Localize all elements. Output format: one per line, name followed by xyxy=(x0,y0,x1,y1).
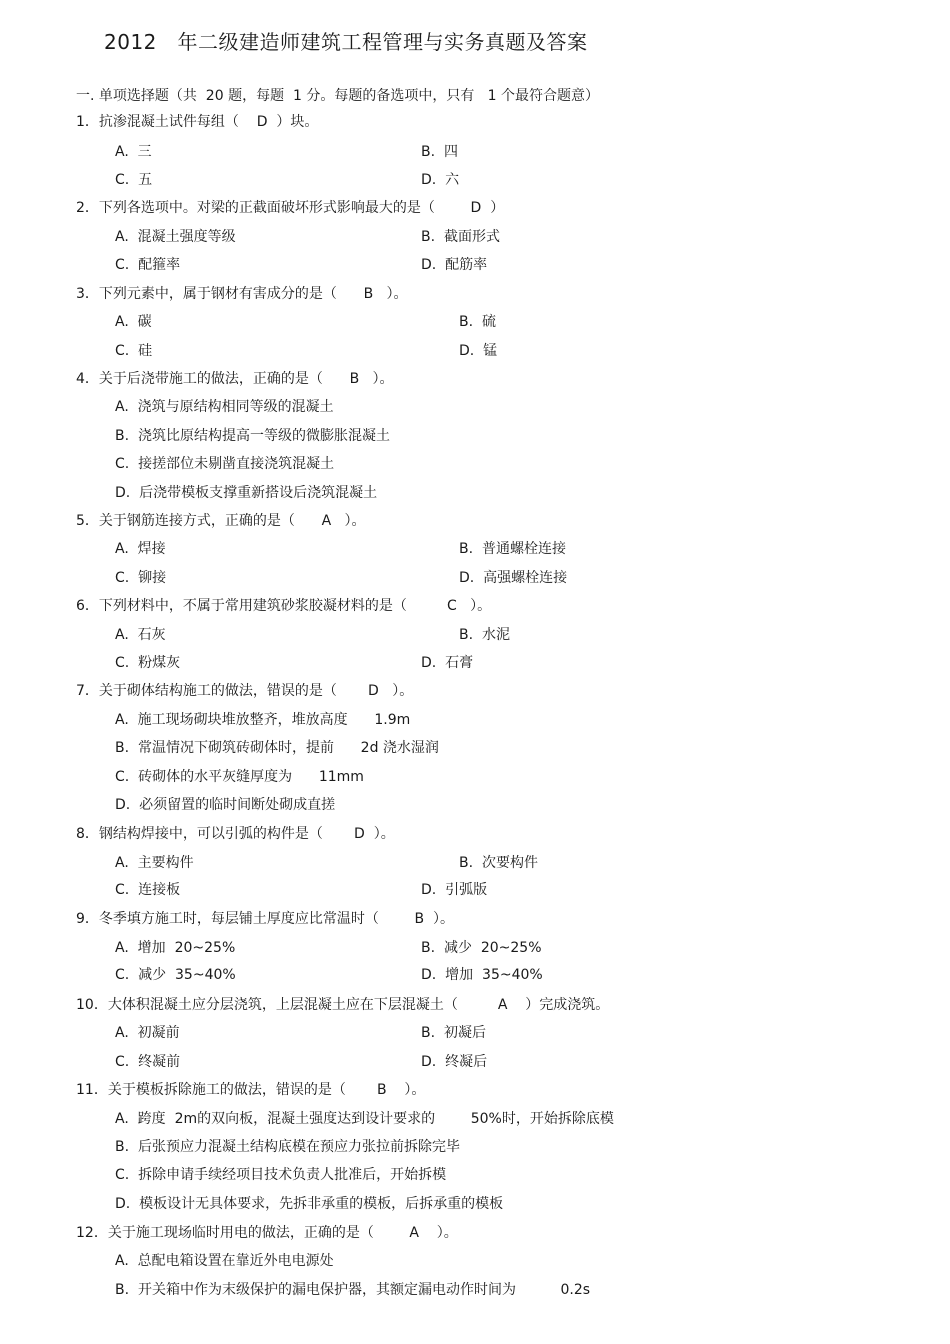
option: D. 后浇带模板支撑重新搭设后浇筑混凝土 xyxy=(115,485,378,501)
option: D. 增加 35~40% xyxy=(421,967,543,983)
option: A. 总配电箱设置在靠近外电电源处 xyxy=(115,1253,334,1269)
option: C. 接搓部位未剔凿直接浇筑混凝土 xyxy=(115,456,335,472)
option: A. 石灰 xyxy=(115,627,166,643)
question-stem: 9．冬季填方施工时，每层铺土厚度应比常温时（ B ）。 xyxy=(76,911,455,927)
option: D. 模板设计无具体要求，先拆非承重的模板，后拆承重的模板 xyxy=(115,1196,504,1212)
option: D. 锰 xyxy=(459,343,498,359)
question-stem: 12．关于施工现场临时用电的做法，正确的是（ A ）。 xyxy=(76,1225,458,1241)
question-stem: 2．下列各选项中。对梁的正截面破坏形式影响最大的是（ D ） xyxy=(76,200,505,216)
option: D. 终凝后 xyxy=(421,1054,488,1070)
option: A. 施工现场砌块堆放整齐，堆放高度 1.9m xyxy=(115,712,411,728)
option: C. 减少 35~40% xyxy=(115,967,236,983)
option: D. 必须留置的临时间断处砌成直搓 xyxy=(115,797,336,813)
section-header: 一. 单项选择题（共 20 题，每题 1 分。每题的备选项中，只有 1 个最符合题意） xyxy=(76,88,600,104)
option: B. 开关箱中作为末级保护的漏电保护器，其额定漏电动作时间为 0.2s xyxy=(115,1282,591,1298)
option: B. 常温情况下砌筑砖砌体时，提前 2d 浇水湿润 xyxy=(115,740,439,756)
option: A. 三 xyxy=(115,144,152,160)
question-stem: 1．抗渗混凝土试件每组（ D ）块。 xyxy=(76,114,319,130)
option: B. 水泥 xyxy=(459,627,510,643)
option: C. 粉煤灰 xyxy=(115,655,181,671)
question-stem: 6．下列材料中，不属于常用建筑砂浆胶凝材料的是（ C ）。 xyxy=(76,598,492,614)
option: A. 混凝土强度等级 xyxy=(115,229,236,245)
option: B. 减少 20~25% xyxy=(421,940,542,956)
option: A. 碳 xyxy=(115,314,152,330)
option: B. 截面形式 xyxy=(421,229,500,245)
option: B. 初凝后 xyxy=(421,1025,486,1041)
option: A. 焊接 xyxy=(115,541,166,557)
option: B. 次要构件 xyxy=(459,855,538,871)
option: B. 后张预应力混凝土结构底模在预应力张拉前拆除完毕 xyxy=(115,1139,460,1155)
option: D. 配筋率 xyxy=(421,257,488,273)
option: A. 主要构件 xyxy=(115,855,194,871)
option: A. 初凝前 xyxy=(115,1025,180,1041)
option: C. 连接板 xyxy=(115,882,181,898)
option: B. 四 xyxy=(421,144,458,160)
question-stem: 11．关于模板拆除施工的做法，错误的是（ B ）。 xyxy=(76,1082,426,1098)
option: B. 硫 xyxy=(459,314,496,330)
option: D. 石膏 xyxy=(421,655,474,671)
option: C. 砖砌体的水平灰缝厚度为 11mm xyxy=(115,769,364,785)
document-title: 2012 年二级建造师建筑工程管理与实务真题及答案 xyxy=(104,30,588,54)
question-stem: 8．钢结构焊接中，可以引弧的构件是（ D ）。 xyxy=(76,826,395,842)
question-stem: 7．关于砌体结构施工的做法，错误的是（ D ）。 xyxy=(76,683,414,699)
option: C. 配箍率 xyxy=(115,257,181,273)
option: A. 跨度 2m的双向板，混凝土强度达到设计要求的 50%时，开始拆除底模 xyxy=(115,1111,614,1127)
option: C. 终凝前 xyxy=(115,1054,181,1070)
option: C. 铆接 xyxy=(115,570,167,586)
question-stem: 5．关于钢筋连接方式，正确的是（ A ）。 xyxy=(76,513,366,529)
option: C. 硅 xyxy=(115,343,153,359)
option: C. 拆除申请手续经项目技术负责人批准后，开始拆模 xyxy=(115,1167,447,1183)
option: D. 引弧版 xyxy=(421,882,488,898)
question-stem: 10．大体积混凝土应分层浇筑，上层混凝土应在下层混凝土（ A ）完成浇筑。 xyxy=(76,997,610,1013)
option: D. 高强螺栓连接 xyxy=(459,570,568,586)
option: D. 六 xyxy=(421,172,460,188)
option: B. 普通螺栓连接 xyxy=(459,541,566,557)
option: B. 浇筑比原结构提高一等级的微膨胀混凝土 xyxy=(115,428,390,444)
option: C. 五 xyxy=(115,172,153,188)
question-stem: 4．关于后浇带施工的做法，正确的是（ B ）。 xyxy=(76,371,394,387)
question-stem: 3．下列元素中，属于钢材有害成分的是（ B ）。 xyxy=(76,286,408,302)
option: A. 增加 20~25% xyxy=(115,940,236,956)
option: A. 浇筑与原结构相同等级的混凝土 xyxy=(115,399,334,415)
